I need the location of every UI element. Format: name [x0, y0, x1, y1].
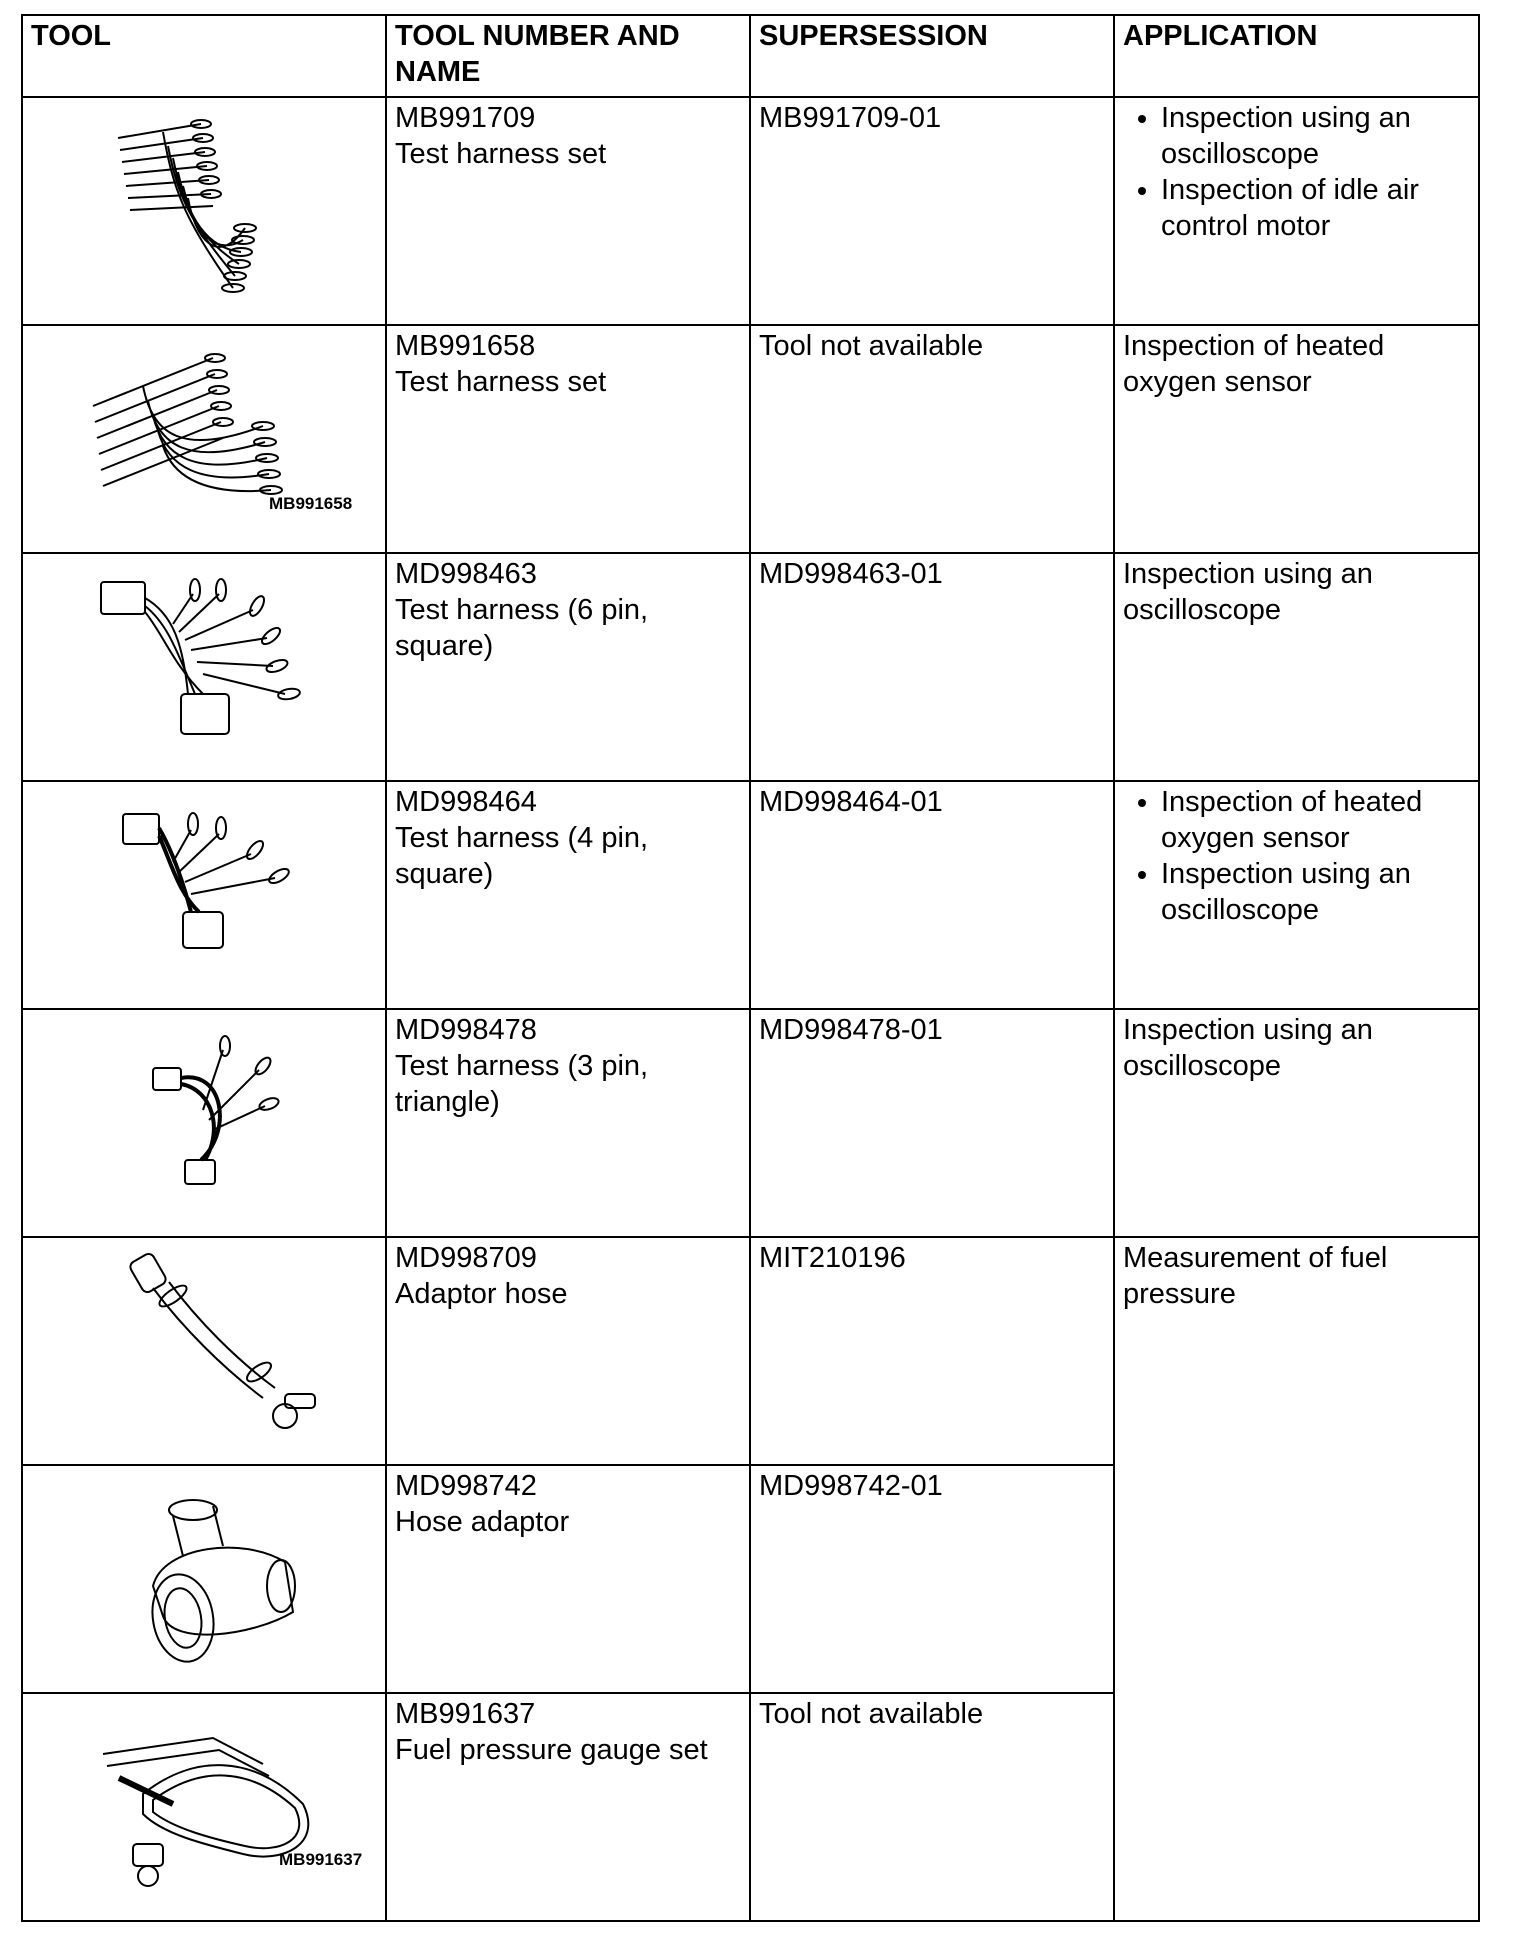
- table-header-row: [22, 15, 1479, 97]
- tool-number: MD998478: [395, 1014, 537, 1046]
- tool-number-name-cell: [386, 1009, 750, 1237]
- table-row: [22, 1237, 1479, 1465]
- tool-number: MD998464: [395, 786, 537, 818]
- application-cell: Inspection using an oscilloscope: [1114, 1009, 1479, 1237]
- header-supersession: SUPERSESSION: [750, 15, 1114, 97]
- tool-name: Test harness set: [395, 138, 607, 170]
- supersession-cell: MD998464-01: [750, 781, 1114, 1009]
- supersession-cell: MIT210196: [750, 1237, 1114, 1465]
- tool-number-name-cell: [386, 325, 750, 553]
- tool-name: Adaptor hose: [395, 1278, 568, 1310]
- tool-number: MB991637: [395, 1698, 536, 1730]
- tool-figure-cell: [22, 1693, 386, 1921]
- tool-figure-cell: [22, 97, 386, 325]
- application-item: • Inspection of idle air control motor: [1161, 172, 1470, 244]
- tool-number: MD998463: [395, 558, 537, 590]
- application-cell: [1114, 97, 1479, 325]
- header-tool: TOOL: [22, 15, 386, 97]
- tool-figure-cell: [22, 325, 386, 553]
- header-application: APPLICATION: [1114, 15, 1479, 97]
- tool-number-name-cell: [386, 1693, 750, 1921]
- tool-number: MB991709: [395, 102, 536, 134]
- tool-number-name-cell: [386, 97, 750, 325]
- figure-label: MB991637: [279, 1850, 363, 1869]
- tool-figure-cell: [22, 1465, 386, 1693]
- tool-number: MD998709: [395, 1242, 537, 1274]
- tool-name: Test harness (6 pin, square): [395, 594, 649, 662]
- tool-number-name-cell: [386, 553, 750, 781]
- table-row: [22, 325, 1479, 553]
- adaptor-hose-icon: [23, 1238, 387, 1464]
- application-item: • Inspection of heated oxygen sensor: [1161, 784, 1470, 856]
- tool-name: Fuel pressure gauge set: [395, 1734, 708, 1766]
- supersession-cell: MD998478-01: [750, 1009, 1114, 1237]
- test-harness-set-icon: [23, 98, 387, 324]
- application-cell: Measurement of fuel pressure: [1114, 1237, 1479, 1921]
- tool-figure-cell: [22, 1009, 386, 1237]
- tool-name: Hose adaptor: [395, 1506, 570, 1538]
- supersession-cell: MD998742-01: [750, 1465, 1114, 1693]
- tool-number-name-cell: [386, 781, 750, 1009]
- test-harness-3pin-icon: [23, 1010, 387, 1236]
- tool-number-name-cell: [386, 1465, 750, 1693]
- supersession-cell: MD998463-01: [750, 553, 1114, 781]
- hose-adaptor-icon: [23, 1466, 387, 1692]
- tool-name: Test harness (3 pin, triangle): [395, 1050, 649, 1118]
- test-harness-4pin-icon: [23, 782, 387, 1008]
- application-item: • Inspection using an oscilloscope: [1161, 100, 1470, 172]
- table-row: [22, 97, 1479, 325]
- test-harness-set-icon: [23, 326, 387, 552]
- tool-number: MD998742: [395, 1470, 537, 1502]
- tool-figure-cell: [22, 1237, 386, 1465]
- special-tools-table: [21, 14, 1480, 1922]
- figure-label: MB991658: [269, 494, 353, 513]
- tool-name: Test harness (4 pin, square): [395, 822, 649, 890]
- application-cell: [1114, 781, 1479, 1009]
- application-item: • Inspection using an oscilloscope: [1161, 856, 1470, 928]
- tool-figure-cell: [22, 781, 386, 1009]
- tool-name: Test harness set: [395, 366, 607, 398]
- application-list: [1123, 784, 1470, 928]
- tool-figure-cell: [22, 553, 386, 781]
- table-row: [22, 781, 1479, 1009]
- fuel-pressure-gauge-icon: [23, 1694, 387, 1920]
- tool-number-name-cell: [386, 1237, 750, 1465]
- application-cell: Inspection of heated oxygen sensor: [1114, 325, 1479, 553]
- header-tool-number-and-name: TOOL NUMBER AND NAME: [386, 15, 750, 97]
- application-list: [1123, 100, 1470, 244]
- test-harness-6pin-icon: [23, 554, 387, 780]
- supersession-cell: Tool not available: [750, 1693, 1114, 1921]
- application-cell: Inspection using an oscilloscope: [1114, 553, 1479, 781]
- table-row: [22, 553, 1479, 781]
- table-row: [22, 1009, 1479, 1237]
- tool-number: MB991658: [395, 330, 536, 362]
- supersession-cell: MB991709-01: [750, 97, 1114, 325]
- supersession-cell: Tool not available: [750, 325, 1114, 553]
